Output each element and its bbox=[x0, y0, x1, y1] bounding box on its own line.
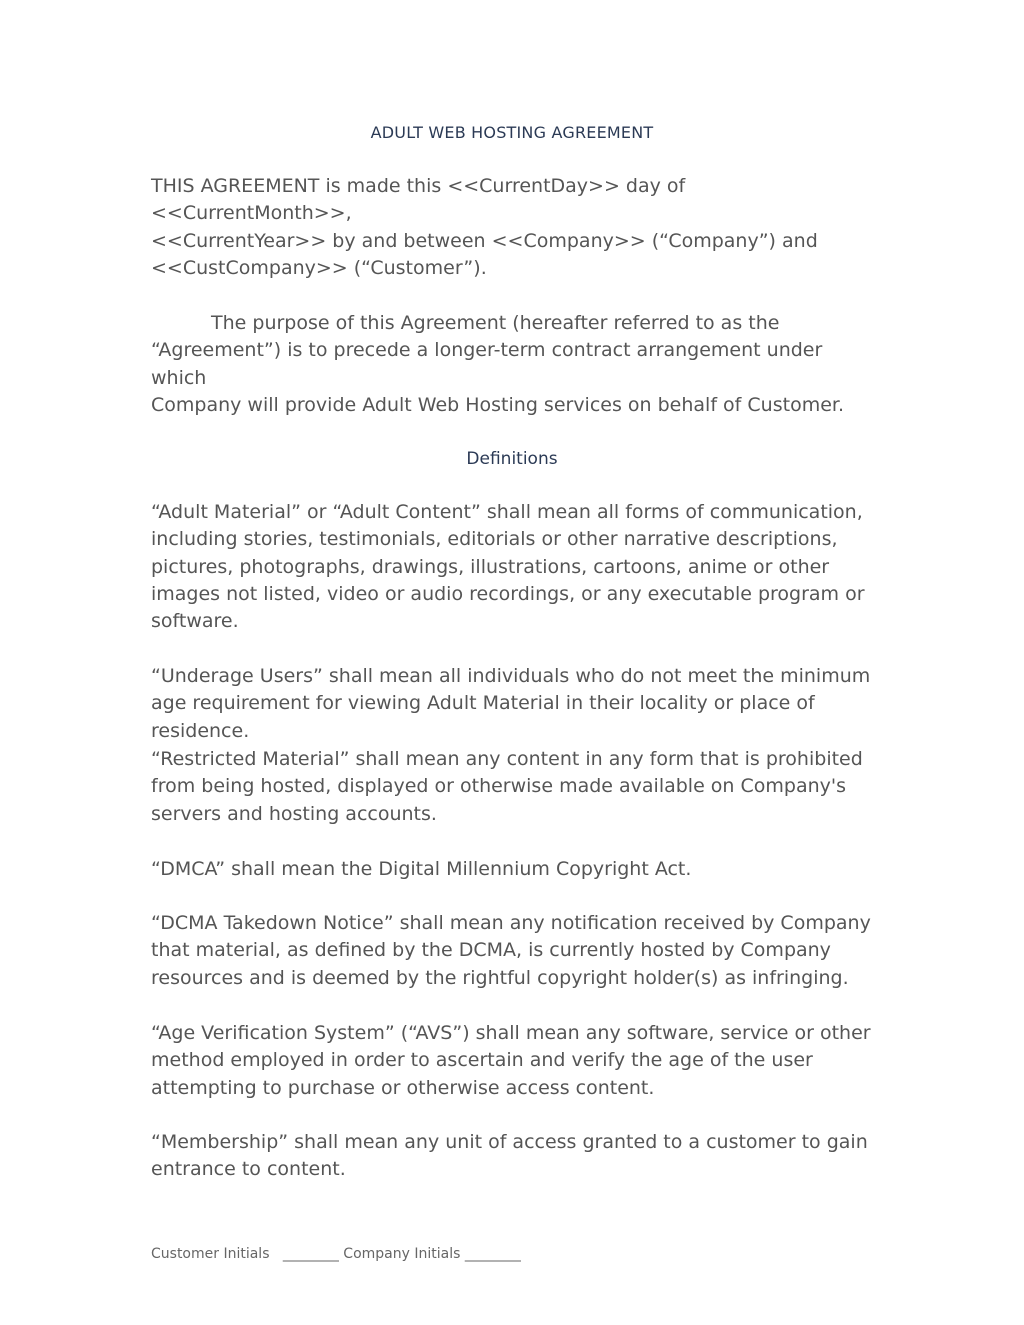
intro-paragraph: THIS AGREEMENT is made this <<CurrentDay>> day of <<CurrentMonth>>, <<CurrentYear>> by and between <<Company>> (“Company”) and <<CustCompany>> (“Customer”). bbox=[151, 175, 818, 279]
purpose-paragraph: The purpose of this Agreement (hereafter referred to as the “Agreement”) is to precede a longer-term contract arrangement under which Company will provide Adult Web Hosting services on behalf of Customer. bbox=[151, 312, 844, 416]
definition-restricted-material: “Restricted Material” shall mean any content in any form that is prohibited from being hosted, displayed or otherwise made available on Company's servers and hosting accounts. bbox=[151, 748, 863, 825]
definition-adult-material: “Adult Material” or “Adult Content” shall mean all forms of communication, including stories, testimonials, editorials or other narrative descriptions, pictures, photographs, drawings, illustrations, cartoons, anime or other images not listed, video or audio recordings, or any executable program or software. bbox=[151, 501, 865, 633]
document-title: ADULT WEB HOSTING AGREEMENT bbox=[370, 123, 654, 142]
definitions-heading: Definitions bbox=[466, 449, 558, 469]
definition-dcma-takedown: “DCMA Takedown Notice” shall mean any notification received by Company that material, as defined by the DCMA, is currently hosted by Company resources and is deemed by the rightful copyright holder(s) as infringing. bbox=[151, 912, 871, 989]
definition-dmca: “DMCA” shall mean the Digital Millennium Copyright Act. bbox=[151, 858, 692, 880]
definition-avs: “Age Verification System” (“AVS”) shall mean any software, service or other method employed in order to ascertain and verify the age of the user attempting to purchase or otherwise access content. bbox=[151, 1022, 871, 1099]
definition-membership: “Membership” shall mean any unit of access granted to a customer to gain entrance to content. bbox=[151, 1131, 868, 1181]
initials-footer: Customer Initials ________ Company Initials ________ bbox=[151, 1246, 521, 1262]
definition-underage-users: “Underage Users” shall mean all individuals who do not meet the minimum age requirement for viewing Adult Material in their locality or place of residence. bbox=[151, 665, 871, 742]
